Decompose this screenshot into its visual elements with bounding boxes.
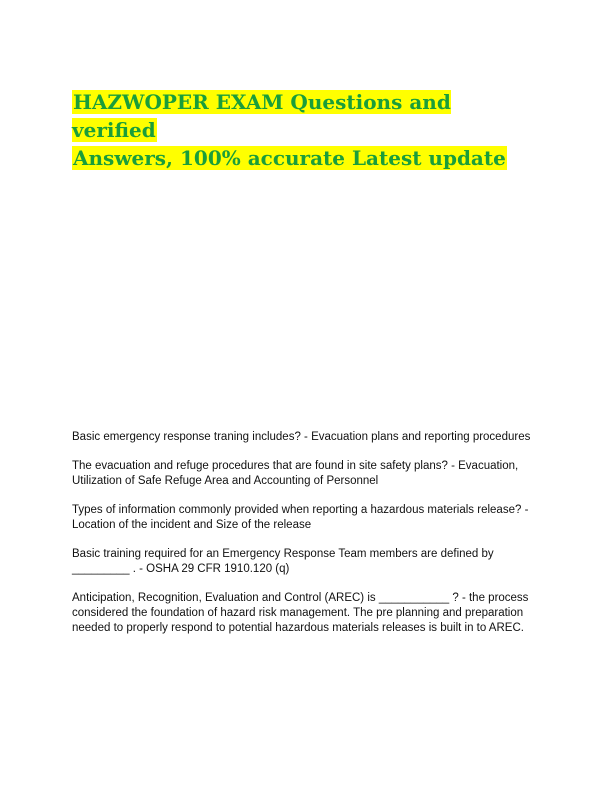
title-line-2: Answers, 100% accurate Latest update: [73, 146, 506, 170]
title-line-1: HAZWOPER EXAM Questions and verified: [72, 90, 451, 142]
document-title: [72, 88, 542, 172]
qa-item-5: Anticipation, Recognition, Evaluation and Control (AREC) is ___________ ? - the process considered the foundation of hazard risk management. The pre planning and preparation needed to properly respond to potential hazardous materials releases is built in to AREC.: [72, 592, 529, 634]
qa-item-1: Basic emergency response traning includes? - Evacuation plans and reporting procedures: [72, 431, 531, 443]
qa-item-3: Types of information commonly provided when reporting a hazardous materials release? - Location of the incident and Size of the release: [72, 504, 529, 531]
qa-item-4: Basic training required for an Emergency Response Team members are defined by _________ . - OSHA 29 CFR 1910.120 (q): [72, 548, 494, 575]
question-answer-list: [72, 430, 544, 650]
qa-item-2: The evacuation and refuge procedures that are found in site safety plans? - Evacuation, Utilization of Safe Refuge Area and Accounting of Personnel: [72, 460, 519, 487]
